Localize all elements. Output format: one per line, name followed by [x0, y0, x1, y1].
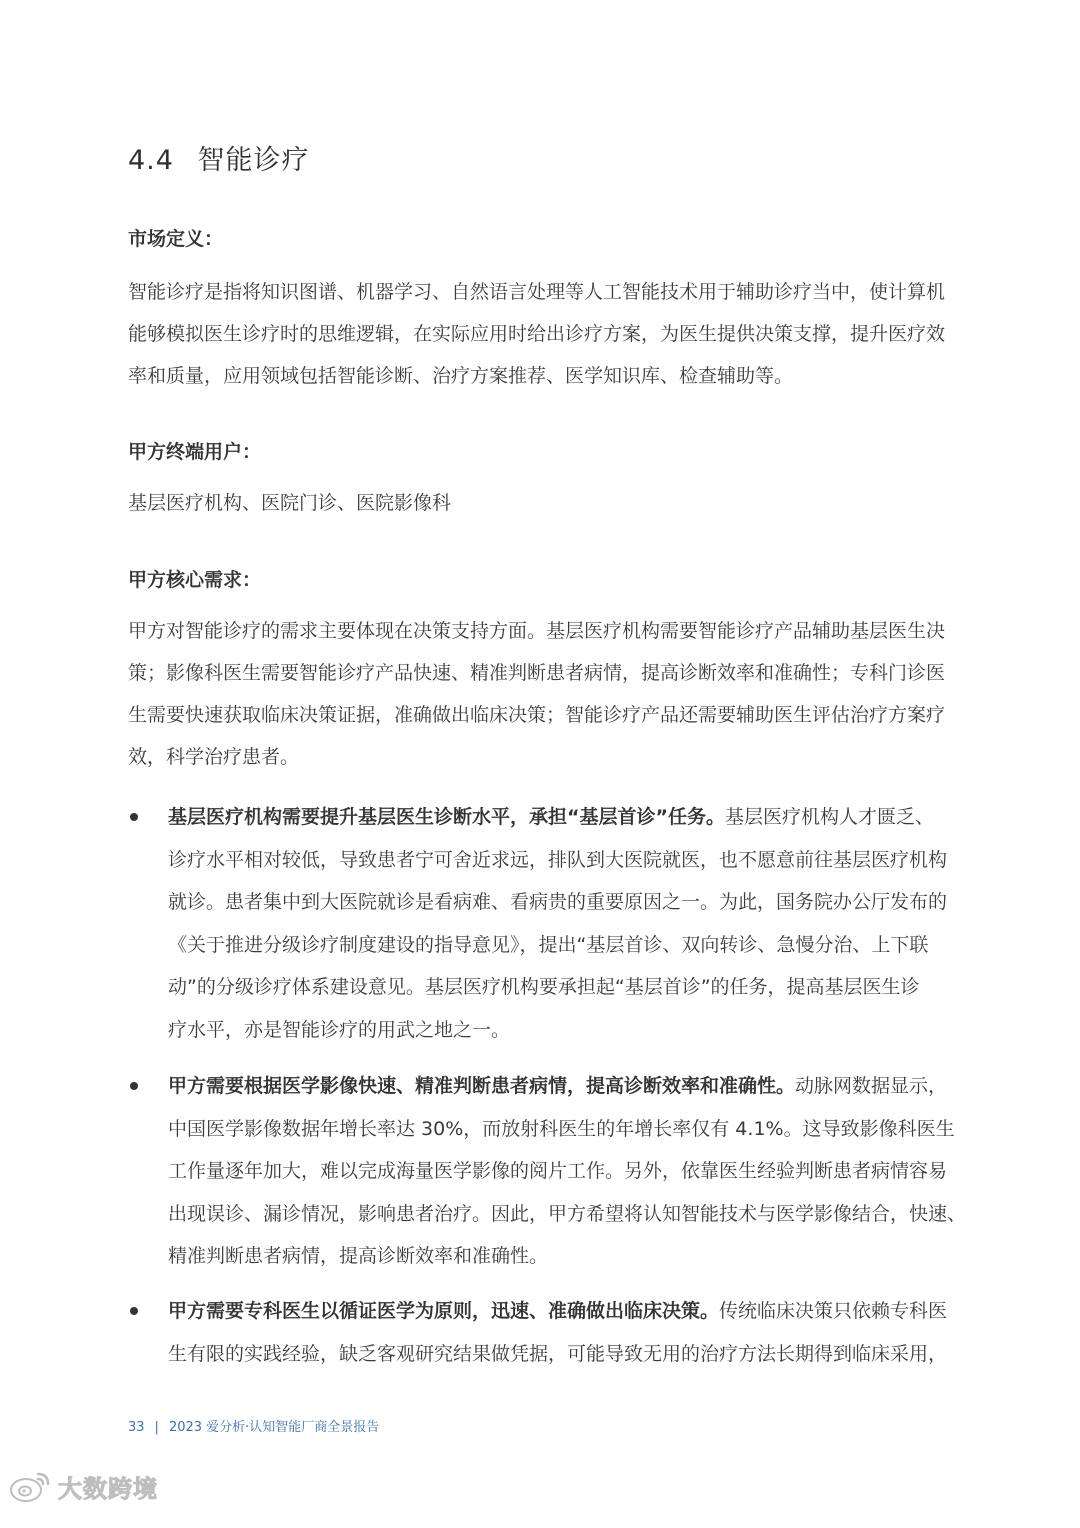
section-heading: 智能诊疗	[197, 145, 310, 176]
bullet-dot-icon	[130, 1307, 138, 1315]
bullet-line: 生有限的实践经验，缺乏客观研究结果做凭据，可能导致无用的治疗方法长期得到临床采用，	[168, 1342, 948, 1365]
bullet-text	[168, 1065, 967, 1278]
bullet-text	[168, 796, 958, 1051]
paragraph-line: 率和质量，应用领域包括智能诊断、治疗方案推荐、医学知识库、检查辅助等。	[128, 365, 794, 387]
paragraph-line: 甲方对智能诊疗的需求主要体现在决策支持方面。基层医疗机构需要智能诊疗产品辅助基层医生决	[128, 620, 946, 642]
bullet-dot-icon	[130, 813, 138, 821]
section-title	[128, 138, 310, 177]
weibo-logo-icon	[8, 1468, 52, 1504]
bullet-line: 诊疗水平相对较低，导致患者宁可舍近求远，排队到大医院就医，也不愿意前往基层医疗机构	[168, 848, 948, 871]
bullet-first-line	[168, 1290, 958, 1333]
bullet-line: 就诊。患者集中到大医院就诊是看病难、看病贵的重要原因之一。为此，国务院办公厅发布的	[168, 891, 948, 913]
bullet-first-rest: 传统临床决策只依赖专科医	[719, 1300, 948, 1322]
end-users-label: 甲方终端用户：	[128, 441, 262, 463]
bullet-line: 中国医学影像数据年增长率达 30%，而放射科医生的年增长率仅有 4.1%。这导致影像科医生	[168, 1117, 955, 1140]
bullet-lead: 甲方需要根据医学影像快速、精准判断患者病情，提高诊断效率和准确性。	[168, 1075, 796, 1097]
bullet-first-rest: 基层医疗机构人才匮乏、	[724, 806, 934, 828]
bullet-first-line	[168, 1065, 958, 1108]
bullet-lead: 基层医疗机构需要提升基层医生诊断水平，承担“基层首诊”任务。	[168, 806, 725, 828]
paragraph-line: 智能诊疗是指将知识图谱、机器学习、自然语言处理等人工智能技术用于辅助诊疗当中，使计算机	[128, 281, 946, 303]
section-number: 4.4	[128, 145, 174, 176]
paragraph-line: 效，科学治疗患者。	[128, 746, 300, 768]
bullet-first-rest: 动脉网数据显示，	[795, 1075, 948, 1097]
bullet-line: 疗水平，亦是智能诊疗的用武之地之一。	[168, 1018, 511, 1041]
bullet-dot-icon	[130, 1082, 138, 1090]
bullet-line: 动”的分级诊疗体系建设意见。基层医疗机构要承担起“基层首诊”的任务，提高基层医生诊	[168, 976, 920, 998]
paragraph-line: 基层医疗机构、医院门诊、医院影像科	[128, 492, 452, 514]
market-definition-label: 市场定义：	[128, 228, 224, 250]
core-needs-label: 甲方核心需求：	[128, 569, 262, 591]
end-users-text	[128, 482, 958, 524]
core-needs-paragraph	[128, 610, 958, 778]
market-definition-paragraph	[128, 271, 958, 397]
bullet-line: 《关于推进分级诊疗制度建设的指导意见》，提出“基层首诊、双向转诊、急慢分治、上下联	[168, 933, 929, 956]
bullet-first-line	[168, 796, 958, 839]
bullet-text	[168, 1290, 958, 1375]
bullet-lead: 甲方需要专科医生以循证医学为原则，迅速、准确做出临床决策。	[168, 1300, 720, 1322]
watermark	[8, 1468, 158, 1504]
bullet-line: 工作量逐年加大，难以完成海量医学影像的阅片工作。另外，依靠医生经验判断患者病情容易	[168, 1160, 948, 1182]
bullet-line: 出现误诊、漏诊情况，影响患者治疗。因此，甲方希望将认知智能技术与医学影像结合，快速、	[168, 1202, 967, 1225]
watermark-text: 大数跨境	[58, 1474, 158, 1503]
page-footer	[128, 1416, 379, 1435]
page-number: 33	[128, 1420, 145, 1435]
paragraph-line: 生需要快速获取临床决策证据，准确做出临床决策；智能诊疗产品还需要辅助医生评估治疗方案疗	[128, 704, 946, 726]
report-title: 2023 爱分析·认知智能厂商全景报告	[168, 1420, 380, 1435]
footer-separator: |	[154, 1420, 159, 1435]
bullet-line: 精准判断患者病情，提高诊断效率和准确性。	[168, 1245, 549, 1267]
paragraph-line: 策；影像科医生需要智能诊疗产品快速、精准判断患者病情，提高诊断效率和准确性；专科门诊医	[128, 662, 946, 684]
paragraph-line: 能够模拟医生诊疗时的思维逻辑，在实际应用时给出诊疗方案，为医生提供决策支撑，提升医疗效	[128, 323, 946, 345]
